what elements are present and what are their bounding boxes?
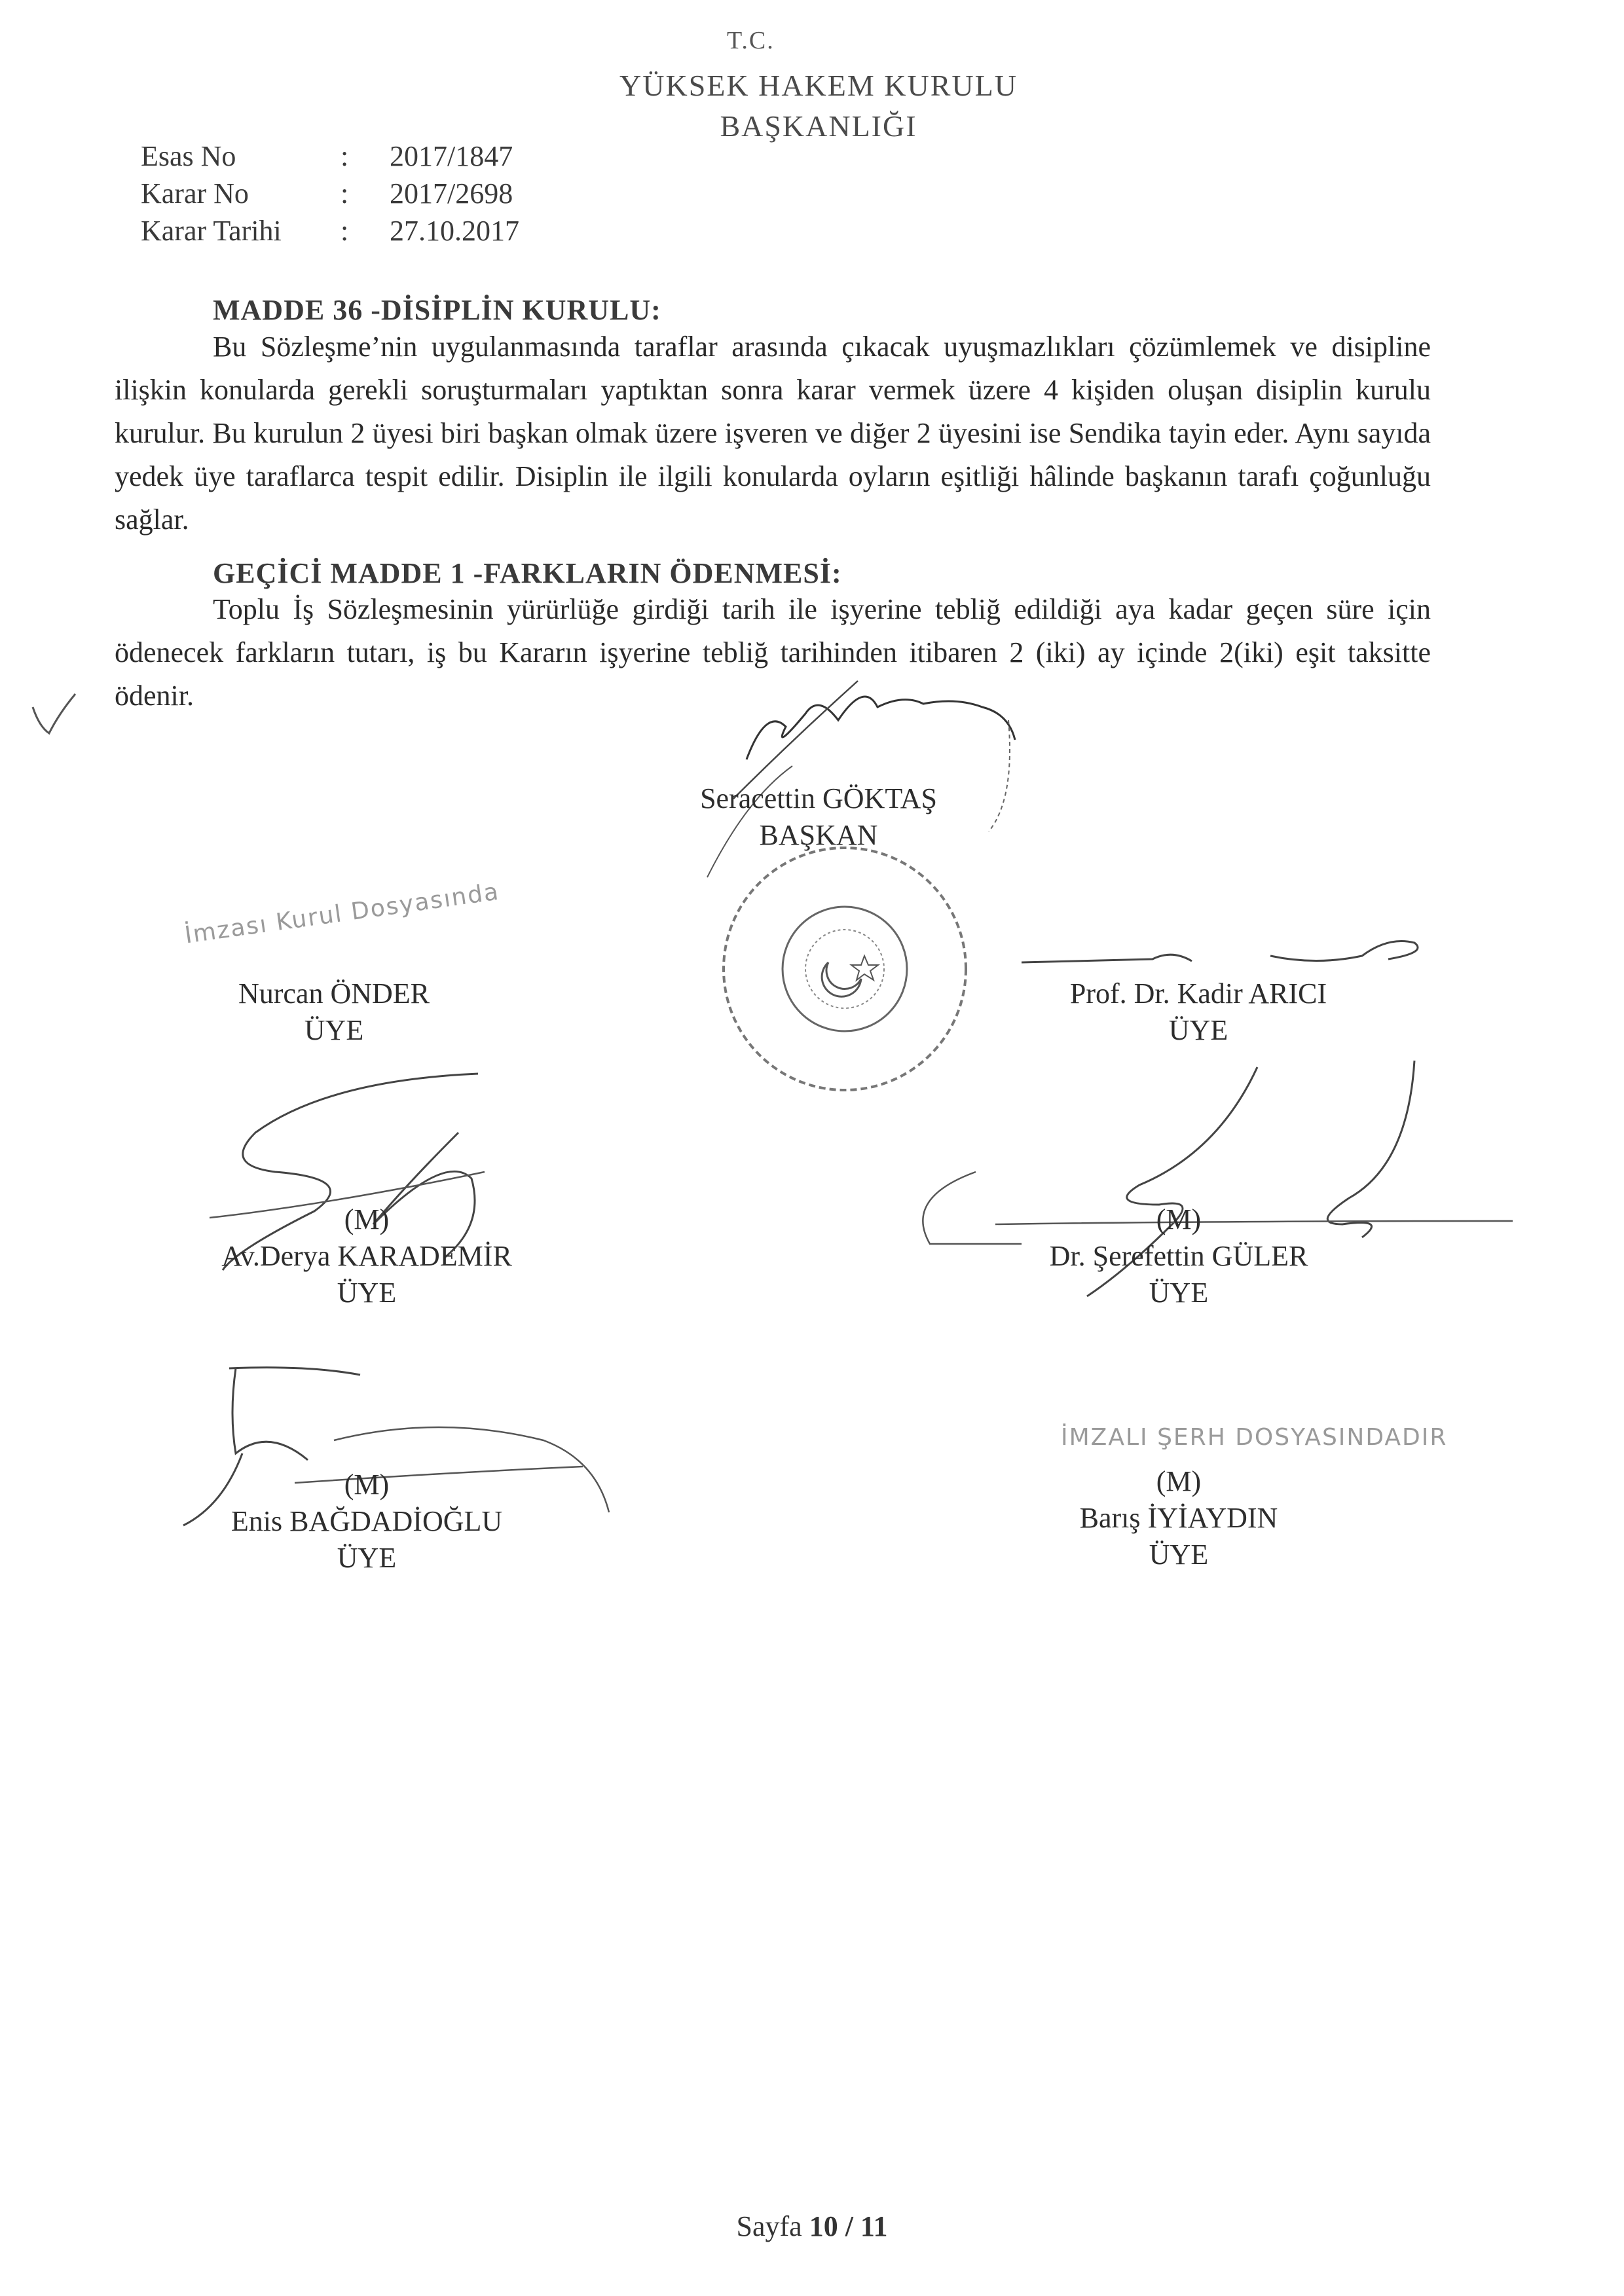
signatory-role: ÜYE bbox=[1149, 1277, 1209, 1309]
signatory-name: Prof. Dr. Kadir ARICI bbox=[1069, 977, 1327, 1010]
meta-label: Karar Tarihi bbox=[141, 215, 282, 247]
signatory-mark: (M) bbox=[1156, 1465, 1202, 1497]
section-title-gecici-madde-1: GEÇİCİ MADDE 1 -FARKLARIN ÖDENMESİ: bbox=[213, 557, 842, 589]
meta-row-karar: Karar No : 2017/2698 bbox=[141, 175, 519, 212]
meta-value: 2017/1847 bbox=[390, 140, 513, 172]
signatory-name: Enis BAĞDADİOĞLU bbox=[231, 1505, 503, 1537]
signatory-name: Dr. Şerefettin GÜLER bbox=[1049, 1240, 1308, 1272]
signatory-serefettin-guler bbox=[1008, 1201, 1349, 1311]
institution-title bbox=[570, 65, 1067, 147]
signatory-role: ÜYE bbox=[337, 1542, 397, 1574]
signatory-role: ÜYE bbox=[1149, 1539, 1209, 1571]
signatory-role: ÜYE bbox=[337, 1277, 397, 1309]
signatory-stamp: İMZALI ŞERH DOSYASINDADIR bbox=[1061, 1424, 1448, 1451]
signatory-stamp: İmzası Kurul Dosyasında bbox=[183, 878, 502, 949]
signatory-name: Barış İYİAYDIN bbox=[1079, 1502, 1278, 1534]
signatory-name: Seracettin GÖKTAŞ bbox=[700, 782, 937, 814]
signatory-name: Av.Derya KARADEMİR bbox=[221, 1240, 512, 1272]
meta-value: 27.10.2017 bbox=[390, 215, 519, 247]
signatory-role: ÜYE bbox=[1168, 1014, 1228, 1046]
signatory-mark: (M) bbox=[344, 1468, 390, 1501]
meta-row-esas: Esas No : 2017/1847 bbox=[141, 137, 519, 175]
signatory-name: Nurcan ÖNDER bbox=[238, 977, 430, 1010]
margin-check-mark bbox=[26, 681, 79, 740]
signatory-mark: (M) bbox=[344, 1203, 390, 1235]
section-body-madde-36 bbox=[115, 325, 1431, 541]
signatory-nurcan-onder bbox=[196, 975, 471, 1049]
section-title-madde-36: MADDE 36 -DİSİPLİN KURULU: bbox=[213, 294, 661, 326]
meta-row-karar-tarihi: Karar Tarihi : 27.10.2017 bbox=[141, 212, 519, 249]
paragraph: Toplu İş Sözleşmesinin yürürlüğe girdiği tarih ile işyerine tebliğ edildiği aya kadar geçen süre için ödenecek farkların tutarı, iş bu Kararın işyerine tebliğ tarihinden itibaren 2 (iki) ay içinde 2(iki) eşit taksitte ödenir. bbox=[115, 593, 1431, 712]
signatory-derya-karademir bbox=[196, 1201, 537, 1311]
case-metadata bbox=[141, 137, 519, 249]
page-number-value: 10 / 11 bbox=[809, 2210, 888, 2242]
page-number-prefix: Sayfa bbox=[736, 2210, 802, 2242]
meta-value: 2017/2698 bbox=[390, 177, 513, 210]
header-tc: T.C. bbox=[727, 27, 775, 54]
institution-department: BAŞKANLIĞI bbox=[720, 109, 917, 143]
signatory-role: BAŞKAN bbox=[759, 819, 878, 851]
signatory-baris-iyiaydin bbox=[1008, 1463, 1349, 1573]
signatory-enis-bagdadioglu bbox=[196, 1467, 537, 1576]
signatory-mark: (M) bbox=[1156, 1203, 1202, 1235]
kadir-arici-signature bbox=[1022, 910, 1441, 975]
institution-name: YÜKSEK HAKEM KURULU bbox=[619, 69, 1018, 102]
paragraph: Bu Sözleşme’nin uygulanmasında taraflar arasında çıkacak uyuşmazlıkları çözümlemek ve disipline ilişkin konularda gerekli soruşturmaları yaptıktan sonra karar vermek üzere 4 kişiden oluşan disiplin kurulu kurulur. Bu kurulun 2 üyesi biri başkan olmak üzere işveren ve diğer 2 üyesini ise Sendika tayin eder. Aynı sayıda yedek üye taraflarca tespit edilir. Disiplin ile ilgili konularda oyların eşitliği hâlinde başkanın tarafı çoğunluğu sağlar. bbox=[115, 331, 1431, 536]
page-number bbox=[0, 2210, 1624, 2243]
signatory-role: ÜYE bbox=[304, 1014, 364, 1046]
meta-label: Karar No bbox=[141, 177, 249, 210]
signatory-kadir-arici bbox=[1028, 975, 1369, 1049]
meta-label: Esas No bbox=[141, 140, 236, 172]
